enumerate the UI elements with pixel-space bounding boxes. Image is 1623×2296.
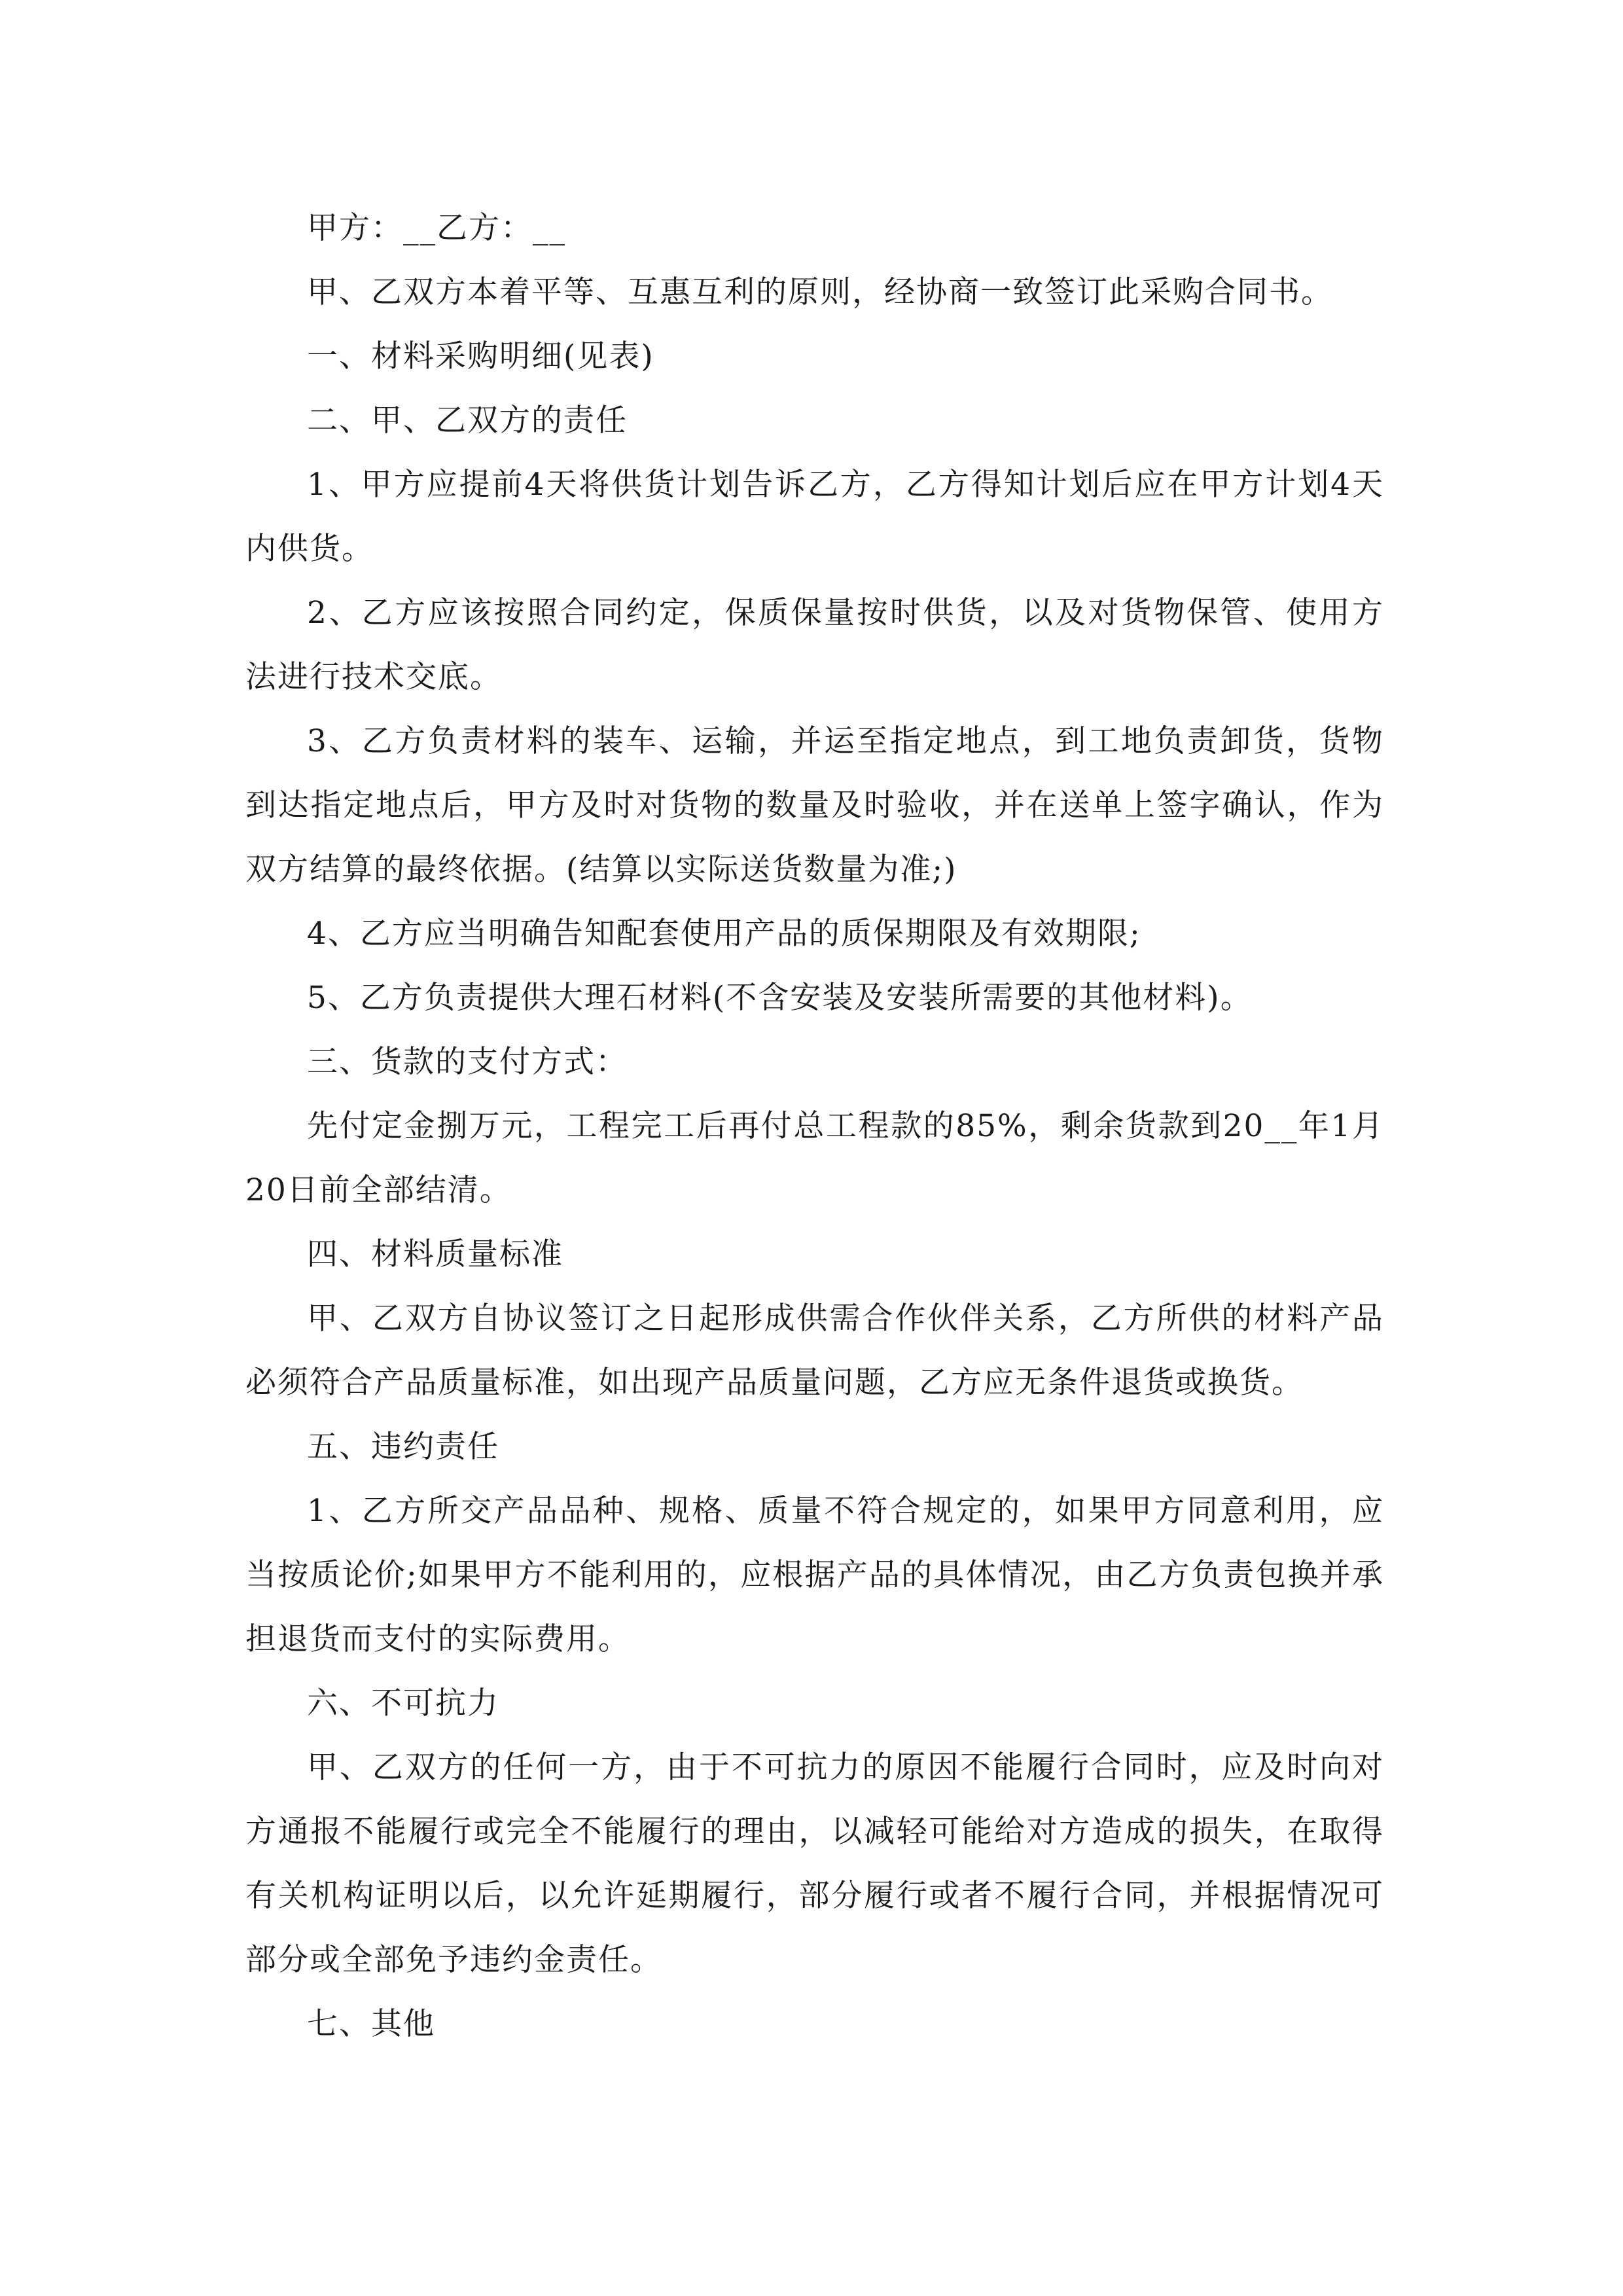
clause-2-3: 3、乙方负责材料的装车、运输，并运至指定地点，到工地负责卸货，货物到达指定地点后，甲方及时对货物的数量及时验收，并在送单上签字确认，作为双方结算的最终依据。(结算以实际送货数量为准;) bbox=[245, 723, 1384, 888]
clause-4-quality: 甲、乙双方自协议签订之日起形成供需合作伙伴关系，乙方所供的材料产品必须符合产品质量标准，如出现产品质量问题，乙方应无条件退货或换货。 bbox=[245, 1300, 1384, 1401]
clause-2-5: 5、乙方负责提供大理石材料(不含安装及安装所需要的其他材料)。 bbox=[307, 980, 1253, 1016]
clause-2-4: 4、乙方应当明确告知配套使用产品的质保期限及有效期限; bbox=[307, 916, 1141, 952]
section-heading-4: 四、材料质量标准 bbox=[307, 1236, 563, 1272]
section-heading-5: 五、违约责任 bbox=[307, 1429, 499, 1465]
clause-6-force-majeure: 甲、乙双方的任何一方，由于不可抗力的原因不能履行合同时，应及时向对方通报不能履行或完全不能履行的理由，以减轻可能给对方造成的损失，在取得有关机构证明以后，以允许延期履行，部分履行或者不履行合同，并根据情况可部分或全部免予违约金责任。 bbox=[245, 1749, 1384, 1978]
clause-2-2: 2、乙方应该按照合同约定，保质保量按时供货，以及对货物保管、使用方法进行技术交底。 bbox=[245, 595, 1384, 695]
clause-5-1: 1、乙方所交产品品种、规格、质量不符合规定的，如果甲方同意利用，应当按质论价;如果甲方不能利用的，应根据产品的具体情况，由乙方负责包换并承担退货而支付的实际费用。 bbox=[245, 1493, 1384, 1657]
contract-body bbox=[245, 196, 1384, 2056]
paragraph-parties: 甲方：__乙方：__ bbox=[307, 210, 566, 246]
paragraph-preamble: 甲、乙双方本着平等、互惠互利的原则，经协商一致签订此采购合同书。 bbox=[307, 274, 1333, 310]
section-heading-2: 二、甲、乙双方的责任 bbox=[307, 403, 628, 439]
section-heading-3: 三、货款的支付方式： bbox=[307, 1044, 628, 1080]
clause-2-1: 1、甲方应提前4天将供货计划告诉乙方，乙方得知计划后应在甲方计划4天内供货。 bbox=[245, 467, 1384, 567]
section-heading-7: 七、其他 bbox=[307, 2006, 435, 2042]
section-heading-6: 六、不可抗力 bbox=[307, 1685, 499, 1721]
section-heading-1: 一、材料采购明细(见表) bbox=[307, 338, 654, 374]
clause-3-payment: 先付定金捌万元，工程完工后再付总工程款的85%，剩余货款到20__年1月20日前全部结清。 bbox=[245, 1108, 1384, 1208]
